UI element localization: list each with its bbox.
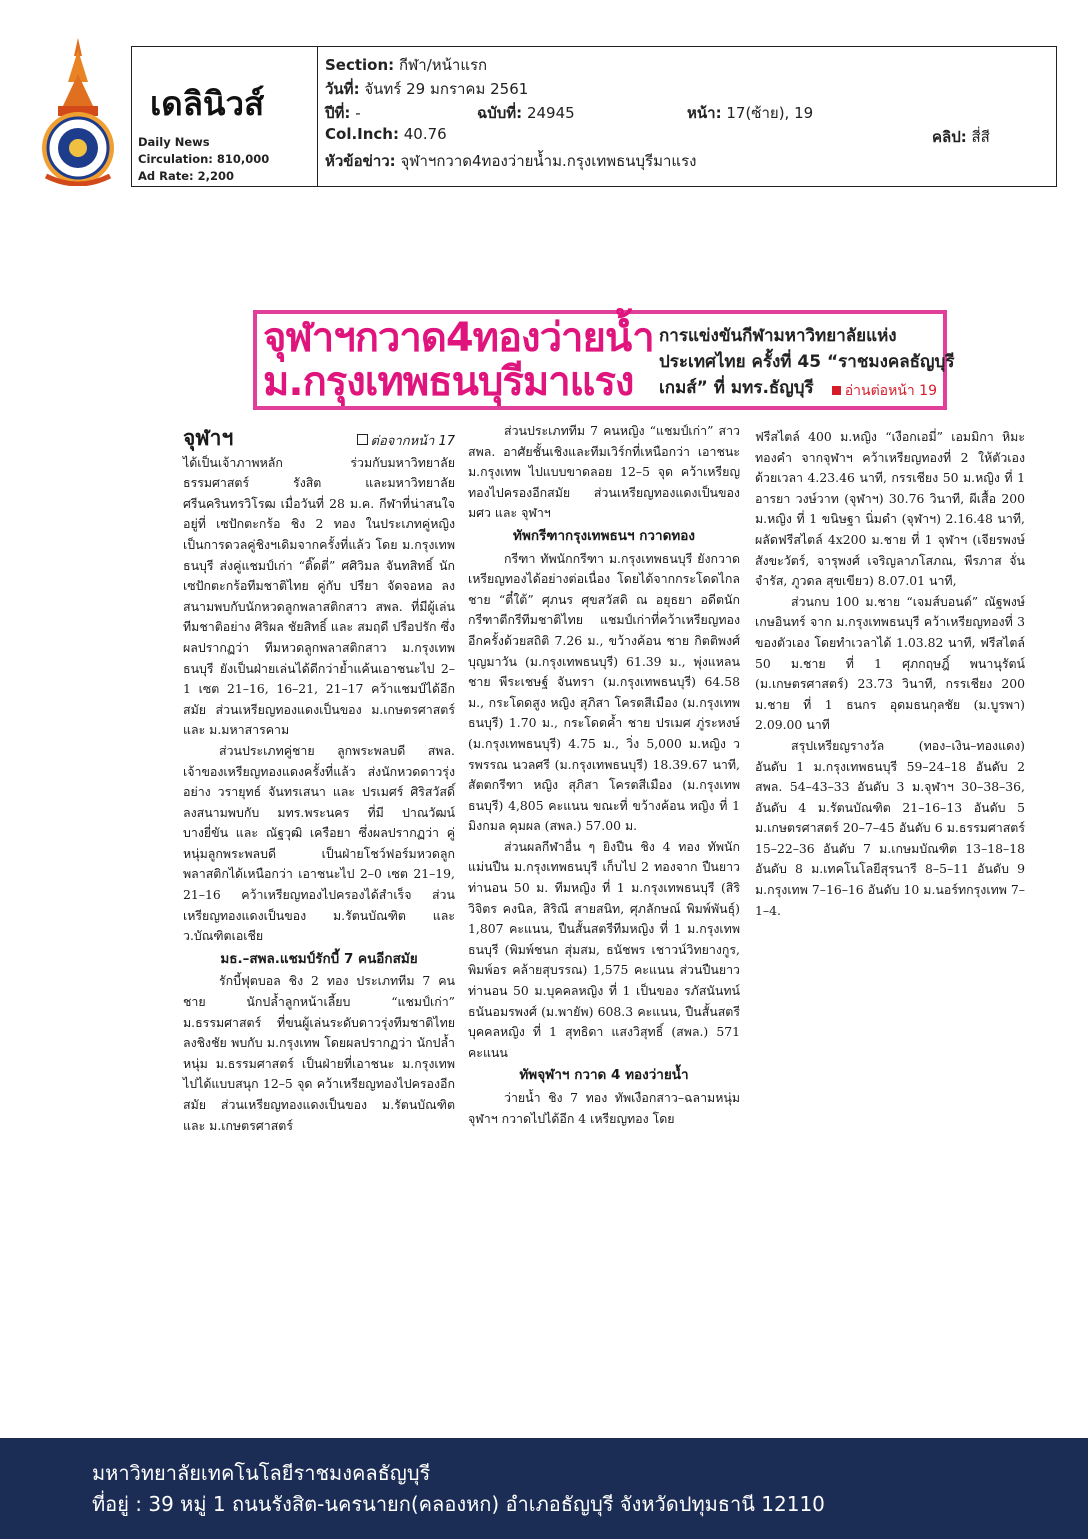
paragraph: ฟรีสไตล์ 400 ม.หญิง “เงือกเอมี่” เอมมิกา หิมะทองคำ จากจุฬาฯ คว้าเหรียญทองที่ 2 ให้ตัวเองด้วยเวลา 4.23.46 นาที, กรรเชียง 50 ม.หญิง ที่ 1 อารยา วงษ์วาท (จุฬาฯ) 30.76 วินาที, ผีเสื้อ 200 ม.หญิง ที่ 1 ขนิษฐา นิ่มดำ (จุฬาฯ) 2.16.48 นาที, ผลัดฟรีสไตล์ 4x200 ม.ชาย ที่ 1 จุฬาฯ (เจียรพงษ์ สังขะวัตร์, จารุพงศ์ เจริญลาภโสภณ, พีรภาส จั่นจำรัส, ภูวดล สุขเขียว) 8.07.01 นาที,	[755, 429, 1025, 589]
paragraph: ส่วนกบ 100 ม.ชาย “เจมส์บอนด์” ณัฐพงษ์ เกษอินทร์ จาก ม.กรุงเทพธนบุรี คว้าเหรียญทองที่ 3 ของตัวเอง โดยทำเวลาได้ 1.03.82 นาที, ฟรีสไตล์ 50 ม.ชาย ที่ 1 ศุภกฤษฎิ์ พนานุรัตน์ (ม.เกษตรศาสตร์) 23.73 วินาที, กรรเชียง 200 ม.ชาย ที่ 1 ธนกร อุดมธนกุลชัย (ม.บูรพา) 2.09.00 นาที	[755, 593, 1025, 733]
footer-address: ที่อยู่ : 39 หมู่ 1 ถนนรังสิต-นครนายก(คลองหก) อำเภอธัญบุรี จังหวัดปทุมธานี 12110	[92, 1492, 825, 1516]
paragraph: ได้เป็นเจ้าภาพหลัก ร่วมกับมหาวิทยาลัยธรรมศาสตร์ รังสิต และมหาวิทยาลัยศรีนครินทรวิโรฒ เมื่อวันที่ 28 ม.ค. กีฬาที่น่าสนใจอยู่ที่ เซปักตะกร้อ ชิง 2 ทอง ในประเภทคู่หญิง เป็นการดวลคู่ชิงฯเดิมจากครั้งที่แล้ว โดย ม.กรุงเทพธนบุรี ส่งคู่แชมป์เก่า “ติ๊ดตี่” ศศิวิมล จันทสิทธิ์ นักเซปักตะกร้อทีมชาติไทย คู่กับ ปรียา จัดจอหอ ลงสนามพบกับนักหวดลูกพลาสติกสาว สพล. ที่มีผู้เล่นทีมชาติอย่าง ศิริผล ชัยสิทธิ์ และ สมฤดี ปรือปรัก ซึ่งผลปรากฏว่า ทีมหวดลูกพลาสติกสาว ม.กรุงเทพธนบุรี ยังเป็นฝ่ายเล่นได้ดีกว่าย้ำแค้นเอาชนะไป 2–1 เซต 21–16, 16–21, 21–17 คว้าแชมป์ได้อีกสมัย ส่วนเหรียญทองแดงเป็นของ ม.เกษตรศาสตร์ และ ม.มหาสารคาม	[183, 454, 455, 738]
lead-line	[183, 428, 455, 453]
ad-rate: Ad Rate: 2,200	[138, 169, 235, 183]
article-column-2	[468, 421, 740, 1129]
paper-name-en: Daily News	[138, 135, 210, 149]
headline-row: หัวข้อข่าว: จุฬาฯกวาด4ทองว่ายน้ำม.กรุงเทพธนบุรีมาแรง	[325, 152, 697, 170]
clip-row: คลิป: สี่สี	[932, 128, 990, 146]
colinch-row: Col.Inch: 40.76	[325, 125, 447, 143]
from-page: ต่อจากหน้า 17	[357, 432, 455, 453]
article-column-1	[183, 428, 455, 1136]
from-page-box-icon	[357, 434, 368, 445]
headline-line-2: ม.กรุงเทพธนบุรีมาแรง	[263, 359, 634, 405]
circulation: Circulation: 810,000	[138, 152, 270, 166]
year-row: ปีที่: -	[325, 104, 361, 122]
newspaper-brand: เดลินิวส์	[150, 84, 265, 123]
subhead-line-2: ประเทศไทย ครั้งที่ 45 “ราชมงคลธัญบุรี	[659, 352, 955, 372]
paragraph: สรุปเหรียญรางวัล (ทอง–เงิน–ทองแดง) อันดับ 1 ม.กรุงเทพธนบุรี 59–24–18 อันดับ 2 สพล. 54–43–33 อันดับ 3 ม.จุฬาฯ 30–38–36, อันดับ 4 ม.รัตนบัณฑิต 21–16–13 อันดับ 5 ม.เกษตรศาสตร์ 20–7–45 อันดับ 6 ม.ธรรมศาสตร์ 15–22–36 อันดับ 7 ม.เกษมบัณฑิต 13–18–18 อันดับ 8 ม.เทคโนโลยีสุรนารี 8–5–11 อันดับ 9 ม.กรุงเทพ 7–16–16 อันดับ 10 ม.นอร์ทกรุงเทพ 7–1–4.	[755, 737, 1025, 918]
paragraph: ส่วนผลกีฬาอื่น ๆ ยิงปืน ชิง 4 ทอง ทัพนักแม่นปืน ม.กรุงเทพธนบุรี เก็บไป 2 ทองจาก ปืนยาวท่านอน 50 ม. ทีมหญิง ที่ 1 ม.กรุงเทพธนบุรี (สิริวิจิตร คงนิล, สิริณี สายสนิท, ศุภลักษณ์ พิมพ์พันธุ์) 1,807 คะแนน, ปืนสั้นสตรีทีมหญิง ที่ 1 ม.กรุงเทพธนบุรี (พิมพ์ชนก สุ่มสม, ธนัชพร เชาวน์วิทยางกูร, พิมพ์อร คล้ายสุบรรณ) 1,575 คะแนน ส่วนปืนยาวท่านอน 50 ม.บุคคลหญิง ที่ 1 เป็นของ รภัสนันทน์ ธนันอมรพงศ์ (ม.พายัพ) 608.3 คะแนน, ปืนสั้นสตรี บุคคลหญิง ที่ 1 สุทธิดา แสงวิสุทธิ์ (สพล.) 571 คะแนน	[468, 838, 740, 1060]
subheading: ทัพจุฬาฯ กวาด 4 ทองว่ายน้ำ	[519, 1067, 689, 1084]
continued-note: อ่านต่อหน้า 19	[832, 380, 937, 402]
university-logo-icon	[38, 36, 118, 186]
subheading: ทัพกรีฑากรุงเทพธนฯ กวาดทอง	[513, 527, 695, 544]
date-row: วันที่: จันทร์ 29 มกราคม 2561	[325, 80, 529, 98]
lead-word: จุฬาฯ	[183, 426, 234, 450]
subhead-line-1: การแข่งขันกีฬามหาวิทยาลัยแห่ง	[659, 326, 897, 346]
divider	[317, 47, 318, 186]
paragraph: กรีฑา ทัพนักกรีฑา ม.กรุงเทพธนบุรี ยังกวาดเหรียญทองได้อย่างต่อเนื่อง โดยได้จากกระโดดไกล ชาย “ตี๋ใต้” ศุภนร ศุขสวัสดิ ณ อยุธยา อดีตนักกรีฑาตีกรีทีมชาติไทย แชมป์เก่าที่คว้าเหรียญทองอีกครั้งด้วยสถิติ 7.26 ม., ขว้างค้อน ชาย กิตติพงศ์ บุญมาวัน (ม.กรุงเทพธนบุรี) 61.39 ม., พุ่งแหลน ชาย พีระเชษฐ์ จันทรา (ม.กรุงเทพธนบุรี) 64.58 ม., กระโดดสูง หญิง สุภิสา โครตสีเมือง (ม.กรุงเทพธนบุรี) 1.70 ม., กระโดดค้ำ ชาย ปรเมศ ภู่ระหงษ์ (ม.กรุงเทพธนบุรี) 4.75 ม., วิ่ง 5,000 ม.หญิง วรพรรณ นวลศรี (ม.กรุงเทพธนบุรี) 18.39.67 นาที, สัตตกรีฑา หญิง สุภิสา โครตสีเมือง (ม.กรุงเทพธนบุรี) 4,805 คะแนน ขณะที่ ขว้างค้อน หญิง ที่ 1 มิงกมล คุมผล (สพล.) 57.00 ม.	[468, 550, 740, 834]
clipping-info-box	[131, 46, 1057, 187]
paragraph: ส่วนประเภทคู่ชาย ลูกพระพลบดี สพล. เจ้าของเหรียญทองแดงครั้งที่แล้ว ส่งนักหวดดาวรุ่งอย่าง วรายุทธ์ จันทรเสนา และ ปรเมศร์ ศิริสวัสดิ์ ลงสนามพบกับ มทร.พระนคร ที่มี ปาณวัฒน์ บางยี่ขัน และ ณัฐวุฒิ เครือยา ซึ่งผลปรากฏว่า คู่หนุ่มลูกพระพลบดี เป็นฝ่ายโชว์ฟอร์มหวดลูกพลาสติกได้เหนือกว่า เอาชนะไป 2–0 เซต 21–19, 21–16 คว้าเหรียญทองไปครองได้สำเร็จ ส่วนเหรียญทองแดงเป็นของ ม.รัตนบัณฑิต และ ว.บัณฑิตเอเชีย	[183, 742, 455, 944]
article-column-3	[755, 427, 1025, 921]
paragraph: ส่วนประเภททีม 7 คนหญิง “แชมป์เก่า” สาว สพล. อาศัยชั้นเชิงและทีมเวิร์กที่เหนือกว่า เอาชนะ ม.กรุงเทพ ไปแบบขาดลอย 12–5 จุด คว้าเหรียญทองไปครองอีกสมัย ส่วนเหรียญทองแดงเป็นของ มศว และ จุฬาฯ	[468, 423, 740, 521]
paragraph: รักบี้ฟุตบอล ชิง 2 ทอง ประเภททีม 7 คน ชาย นักปล้ำลูกหน้าเลี้ยบ “แชมป์เก่า” ม.ธรรมศาสตร์ ที่ขนผู้เล่นระดับดาวรุ่งทีมชาติไทยลงชิงชัย พบกับ ม.กรุงเทพ โดยผลปรากฏว่า นักปล้ำหนุ่ม ม.ธรรมศาสตร์ เป็นฝ่ายที่เอาชนะ ม.กรุงเทพ ไปได้แบบสนุก 12–5 จุด คว้าเหรียญทองไปครองอีกสมัย ส่วนเหรียญทองแดงเป็นของ ม.รัตนบัณฑิต และ ม.เกษตรศาสตร์	[183, 973, 455, 1133]
issue-row: ฉบับที่: 24945	[477, 104, 575, 122]
subhead-line-3: เกมส์” ที่ มทร.ธัญบุรี	[659, 378, 814, 398]
headline-line-1: จุฬาฯกวาด4ทองว่ายน้ำ	[263, 315, 654, 361]
headline-banner	[253, 310, 955, 410]
subheading: มธ.–สพล.แชมป์รักบี้ 7 คนอีกสมัย	[220, 950, 418, 967]
continued-square-icon	[832, 386, 841, 395]
section-row: Section: กีฬา/หน้าแรก	[325, 56, 488, 74]
paragraph: ว่ายน้ำ ชิง 7 ทอง ทัพเงือกสาว–ฉลามหนุ่ม จุฬาฯ กวาดไปได้อีก 4 เหรียญทอง โดย	[468, 1090, 740, 1126]
footer-university: มหาวิทยาลัยเทคโนโลยีราชมงคลธัญบุรี	[92, 1461, 431, 1485]
footer-bar	[0, 1438, 1088, 1539]
page-row: หน้า: 17(ซ้าย), 19	[687, 104, 814, 122]
